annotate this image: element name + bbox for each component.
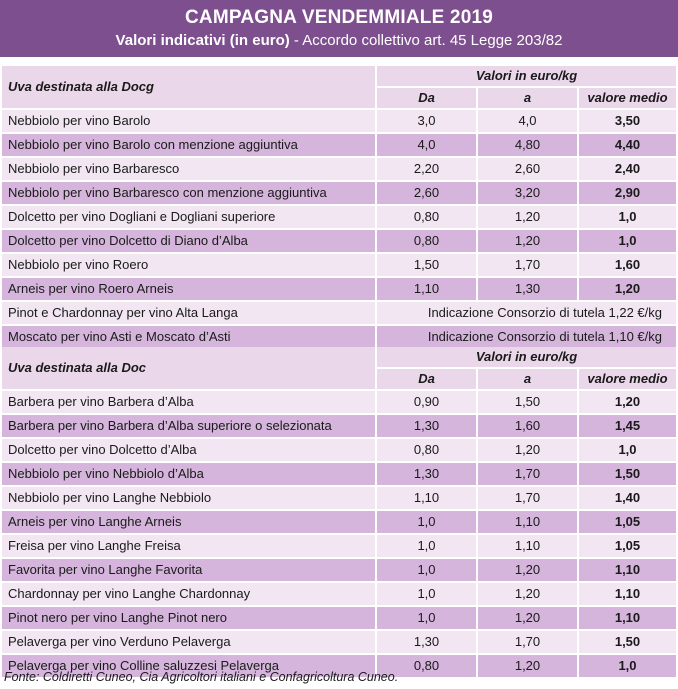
value-medio: 1,05 [578,534,676,558]
docg-col-a: a [477,87,578,109]
doc-col-medio: valore medio [578,368,676,390]
value-medio: 1,40 [578,486,676,510]
value-medio: 4,40 [578,133,676,157]
value-a: 1,30 [477,277,578,301]
table-row-special [2,325,676,349]
value-medio: 1,20 [578,390,676,414]
value-a: 1,20 [477,438,578,462]
value-a: 3,20 [477,181,578,205]
table-row-special [2,301,676,325]
value-da: 1,30 [376,630,477,654]
table-row [2,438,676,462]
table-row [2,606,676,630]
value-medio: 1,0 [578,229,676,253]
page-header [0,0,678,57]
consorzio-note: Indicazione Consorzio di tutela 1,22 €/kg [376,301,676,325]
value-a: 1,20 [477,205,578,229]
value-a: 4,0 [477,109,578,133]
grape-name: Freisa per vino Langhe Freisa [2,534,376,558]
value-a: 1,70 [477,253,578,277]
docg-body [2,109,676,349]
value-a: 2,60 [477,157,578,181]
value-da: 0,80 [376,654,477,678]
grape-name: Nebbiolo per vino Roero [2,253,376,277]
table-row [2,109,676,133]
value-da: 2,60 [376,181,477,205]
grape-name: Nebbiolo per vino Barolo [2,109,376,133]
source-note: Fonte: Coldiretti Cuneo, Cia Agricoltori italiani e Confagricoltura Cuneo. [4,670,399,684]
value-medio: 1,0 [578,438,676,462]
table-row [2,277,676,301]
grape-name: Nebbiolo per vino Barolo con menzione aggiuntiva [2,133,376,157]
value-a: 1,20 [477,654,578,678]
table-row [2,229,676,253]
value-a: 1,20 [477,558,578,582]
value-a: 1,10 [477,534,578,558]
subtitle-bold: Valori indicativi (in euro) [115,32,290,49]
value-da: 2,20 [376,157,477,181]
value-a: 1,10 [477,510,578,534]
value-da: 1,0 [376,534,477,558]
grape-name: Arneis per vino Langhe Arneis [2,510,376,534]
value-da: 1,10 [376,486,477,510]
doc-col-a: a [477,368,578,390]
table-row [2,414,676,438]
value-medio: 1,10 [578,606,676,630]
value-da: 1,50 [376,253,477,277]
value-da: 4,0 [376,133,477,157]
table-row [2,558,676,582]
value-medio: 2,90 [578,181,676,205]
value-a: 1,20 [477,582,578,606]
table-row [2,534,676,558]
grape-name: Nebbiolo per vino Langhe Nebbiolo [2,486,376,510]
value-da: 1,0 [376,606,477,630]
value-a: 1,70 [477,462,578,486]
page-subtitle [0,30,678,52]
docg-category-label: Uva destinata alla Docg [2,66,376,109]
grape-name: Nebbiolo per vino Nebbiolo d’Alba [2,462,376,486]
value-a: 1,20 [477,229,578,253]
docg-col-da: Da [376,87,477,109]
value-da: 0,80 [376,229,477,253]
grape-name: Dolcetto per vino Dolcetto di Diano d’Alba [2,229,376,253]
value-da: 1,0 [376,510,477,534]
value-da: 0,90 [376,390,477,414]
grape-name: Pelaverga per vino Verduno Pelaverga [2,630,376,654]
subtitle-rest: - Accordo collettivo art. 45 Legge 203/82 [289,32,563,49]
grape-name: Chardonnay per vino Langhe Chardonnay [2,582,376,606]
value-medio: 1,50 [578,630,676,654]
grape-name: Nebbiolo per vino Barbaresco [2,157,376,181]
value-a: 1,20 [477,606,578,630]
grape-name: Nebbiolo per vino Barbaresco con menzione aggiuntiva [2,181,376,205]
table-row [2,133,676,157]
grape-name: Favorita per vino Langhe Favorita [2,558,376,582]
value-medio: 1,0 [578,654,676,678]
value-a: 1,60 [477,414,578,438]
doc-body [2,390,676,678]
docg-header-row [2,66,676,87]
value-da: 1,30 [376,462,477,486]
value-da: 0,80 [376,205,477,229]
value-a: 1,70 [477,630,578,654]
table-row [2,582,676,606]
doc-category-label: Uva destinata alla Doc [2,347,376,390]
table-row [2,462,676,486]
table-row [2,253,676,277]
grape-name: Moscato per vino Asti e Moscato d’Asti [2,325,376,349]
docg-col-medio: valore medio [578,87,676,109]
value-medio: 1,10 [578,582,676,606]
value-medio: 1,45 [578,414,676,438]
doc-table [2,347,676,679]
value-medio: 1,05 [578,510,676,534]
value-da: 0,80 [376,438,477,462]
value-medio: 2,40 [578,157,676,181]
table-row [2,630,676,654]
grape-name: Pinot e Chardonnay per vino Alta Langa [2,301,376,325]
consorzio-note: Indicazione Consorzio di tutela 1,10 €/kg [376,325,676,349]
value-a: 1,50 [477,390,578,414]
table-row [2,510,676,534]
value-medio: 1,20 [578,277,676,301]
value-da: 1,0 [376,558,477,582]
grape-name: Dolcetto per vino Dolcetto d’Alba [2,438,376,462]
page-title: CAMPAGNA VENDEMMIALE 2019 [185,7,493,28]
doc-group-header: Valori in euro/kg [376,347,676,368]
grape-name: Pelaverga per vino Colline saluzzesi Pelaverga [2,654,376,678]
docg-group-header: Valori in euro/kg [376,66,676,87]
value-a: 1,70 [477,486,578,510]
value-a: 4,80 [477,133,578,157]
grape-name: Arneis per vino Roero Arneis [2,277,376,301]
grape-name: Dolcetto per vino Dogliani e Dogliani superiore [2,205,376,229]
value-da: 3,0 [376,109,477,133]
table-row [2,181,676,205]
table-row [2,157,676,181]
table-row [2,390,676,414]
grape-name: Pinot nero per vino Langhe Pinot nero [2,606,376,630]
value-da: 1,30 [376,414,477,438]
doc-header-row [2,347,676,368]
docg-table [2,66,676,350]
table-row [2,205,676,229]
value-medio: 1,0 [578,205,676,229]
value-medio: 1,50 [578,462,676,486]
value-medio: 1,60 [578,253,676,277]
value-da: 1,0 [376,582,477,606]
value-medio: 3,50 [578,109,676,133]
grape-name: Barbera per vino Barbera d’Alba superiore o selezionata [2,414,376,438]
grape-name: Barbera per vino Barbera d’Alba [2,390,376,414]
doc-col-da: Da [376,368,477,390]
value-medio: 1,10 [578,558,676,582]
table-row [2,486,676,510]
value-da: 1,10 [376,277,477,301]
